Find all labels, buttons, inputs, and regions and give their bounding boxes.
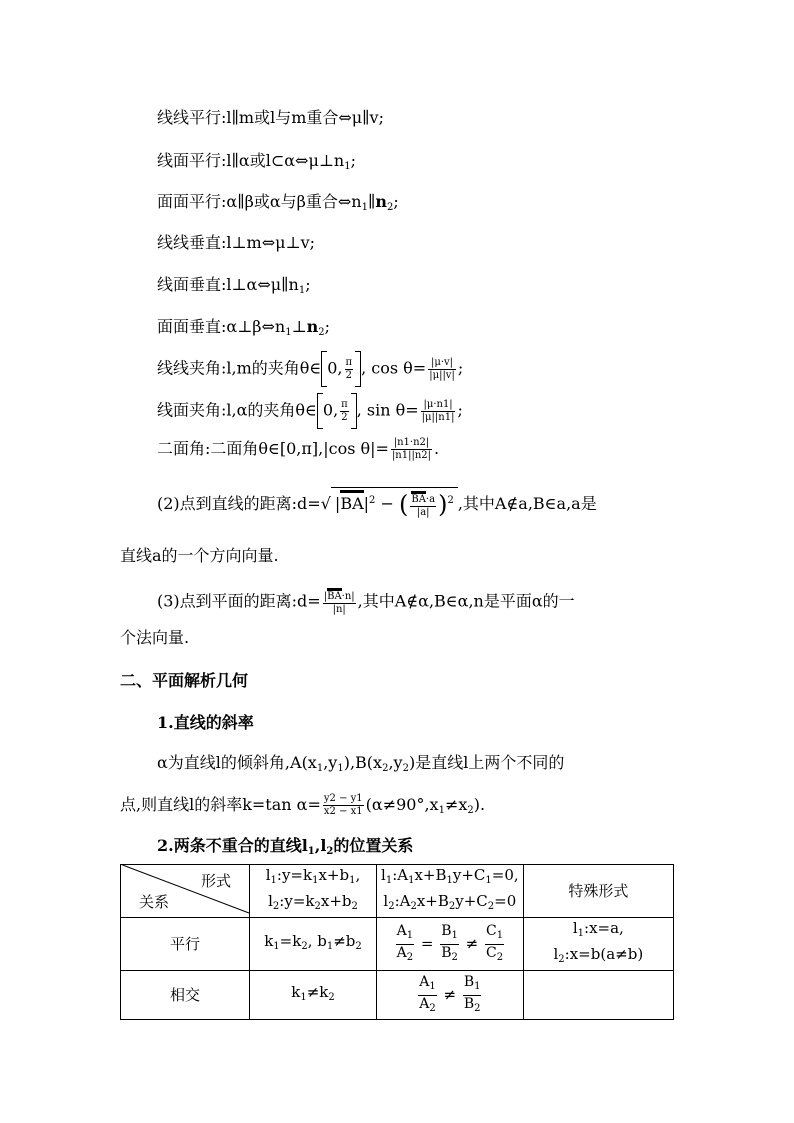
table-row-label-parallel: 平行 [121, 918, 250, 971]
line-line-plane-perpendicular: 线面垂直$:l\perp\alpha\Leftrightarrow\mu\parallel n_1$; [157, 275, 311, 296]
section-heading-2: 二、平面解析几何 [120, 671, 249, 690]
table-cell-parallel-general: $\frac{A_1}{A_2}$ = $\frac{B_1}{B_2}$ ≠ $\frac{C_1}{C_2}$ [377, 918, 524, 971]
table-cell-parallel-slope: $k_1=k_2$, $b_1\ne b_2$ [250, 918, 377, 971]
line-direction-vector: 直线a的一个方向向量. [120, 546, 279, 565]
subsection-heading-slope: 1.直线的斜率 [157, 713, 254, 732]
line-point-line-distance: (2)点到直线的距离:d=√ $|BA|^2$ − ( $\frac{BA\cdot a}{|a|}$ )$^2$ ,其中A∉a,B∈a,a是 [157, 490, 597, 519]
table-cell-intersect-special [523, 971, 673, 1020]
line-plane-plane-perpendicular: 面面垂直$:\alpha\perp\beta\Leftrightarrow n_1\perp n_2$; [157, 317, 331, 338]
subsection-heading-relation: 2.两条不重合的直线$l_1,l_2$的位置关系 [157, 836, 414, 857]
paragraph-slope-1: α为直线l的倾斜角$,A(x_1,y_1),B(x_2,y_2)$是直线l上两个不同的 [157, 753, 565, 774]
line-point-plane-distance: (3)点到平面的距离:d= $\frac{|BA\cdot n|}{|n|}$ ,其中A∉α,B∈α,n是平面α的一 [157, 588, 575, 616]
table-cell-parallel-special: $l_1:x=a$, $l_2:x=b(a\ne b)$ [523, 918, 673, 971]
line-normal-vector: 个法向量. [120, 628, 190, 647]
table-header-diagonal-line [120, 864, 250, 914]
table-cell-intersect-slope: $k_1\ne k_2$ [250, 971, 377, 1020]
table-header-slope-form: $l_1:y=k_1x+b_1$, $l_2:y=k_2x+b_2$ [250, 865, 377, 918]
table-cell-intersect-general: $\frac{A_1}{A_2}$ ≠ $\frac{B_1}{B_2}$ [377, 971, 524, 1020]
line-line-angle: 线线夹角:l,m的夹角θ∈ 0, $\frac{\pi}{2}$ , cos θ= $\frac{|\mu\cdot v|}{|\mu||v|}$ ; [157, 351, 463, 387]
line-lines-perpendicular: 线线垂直:l⊥m⇔μ⊥v; [157, 233, 316, 252]
table-header-special-form: 特殊形式 [523, 865, 673, 918]
table-row-label-intersect: 相交 [121, 971, 250, 1020]
line-plane-plane-parallel: 面面平行:α∥β或α与β重合$\Leftrightarrow n_1\parallel n_2$; [157, 192, 399, 213]
paragraph-slope-2: 点,则直线l的斜率k=tan α= $\frac{y2 - y1}{x2 - x1}$ $(\alpha\ne 90^\circ,x_1\ne x_2)$. [120, 793, 486, 817]
line-dihedral-angle: 二面角:二面角θ∈[0,π],|cos θ|= $\frac{|n1\cdot n2|}{|n1||n2|}$ . [157, 437, 440, 461]
line-line-plane-parallel: 线面平行:l∥α或$l\subset\alpha\Leftrightarrow\mu\perp n_1$; [157, 151, 356, 172]
table-header-general-form: $l_1:A_1x+B_1y+C_1=0$, $l_2:A_2x+B_2y+C_2=0$ [377, 865, 524, 918]
line-line-plane-angle: 线面夹角:l,α的夹角θ∈ 0, $\frac{\pi}{2}$ , sin θ= $\frac{|\mu\cdot n1|}{|\mu||n1|}$ ; [157, 393, 463, 429]
table-header-diagonal: 形式 关系 [121, 865, 250, 918]
line-parallel-lines: 线线平行:l∥m或l与m重合⇔μ∥v; [157, 108, 384, 127]
